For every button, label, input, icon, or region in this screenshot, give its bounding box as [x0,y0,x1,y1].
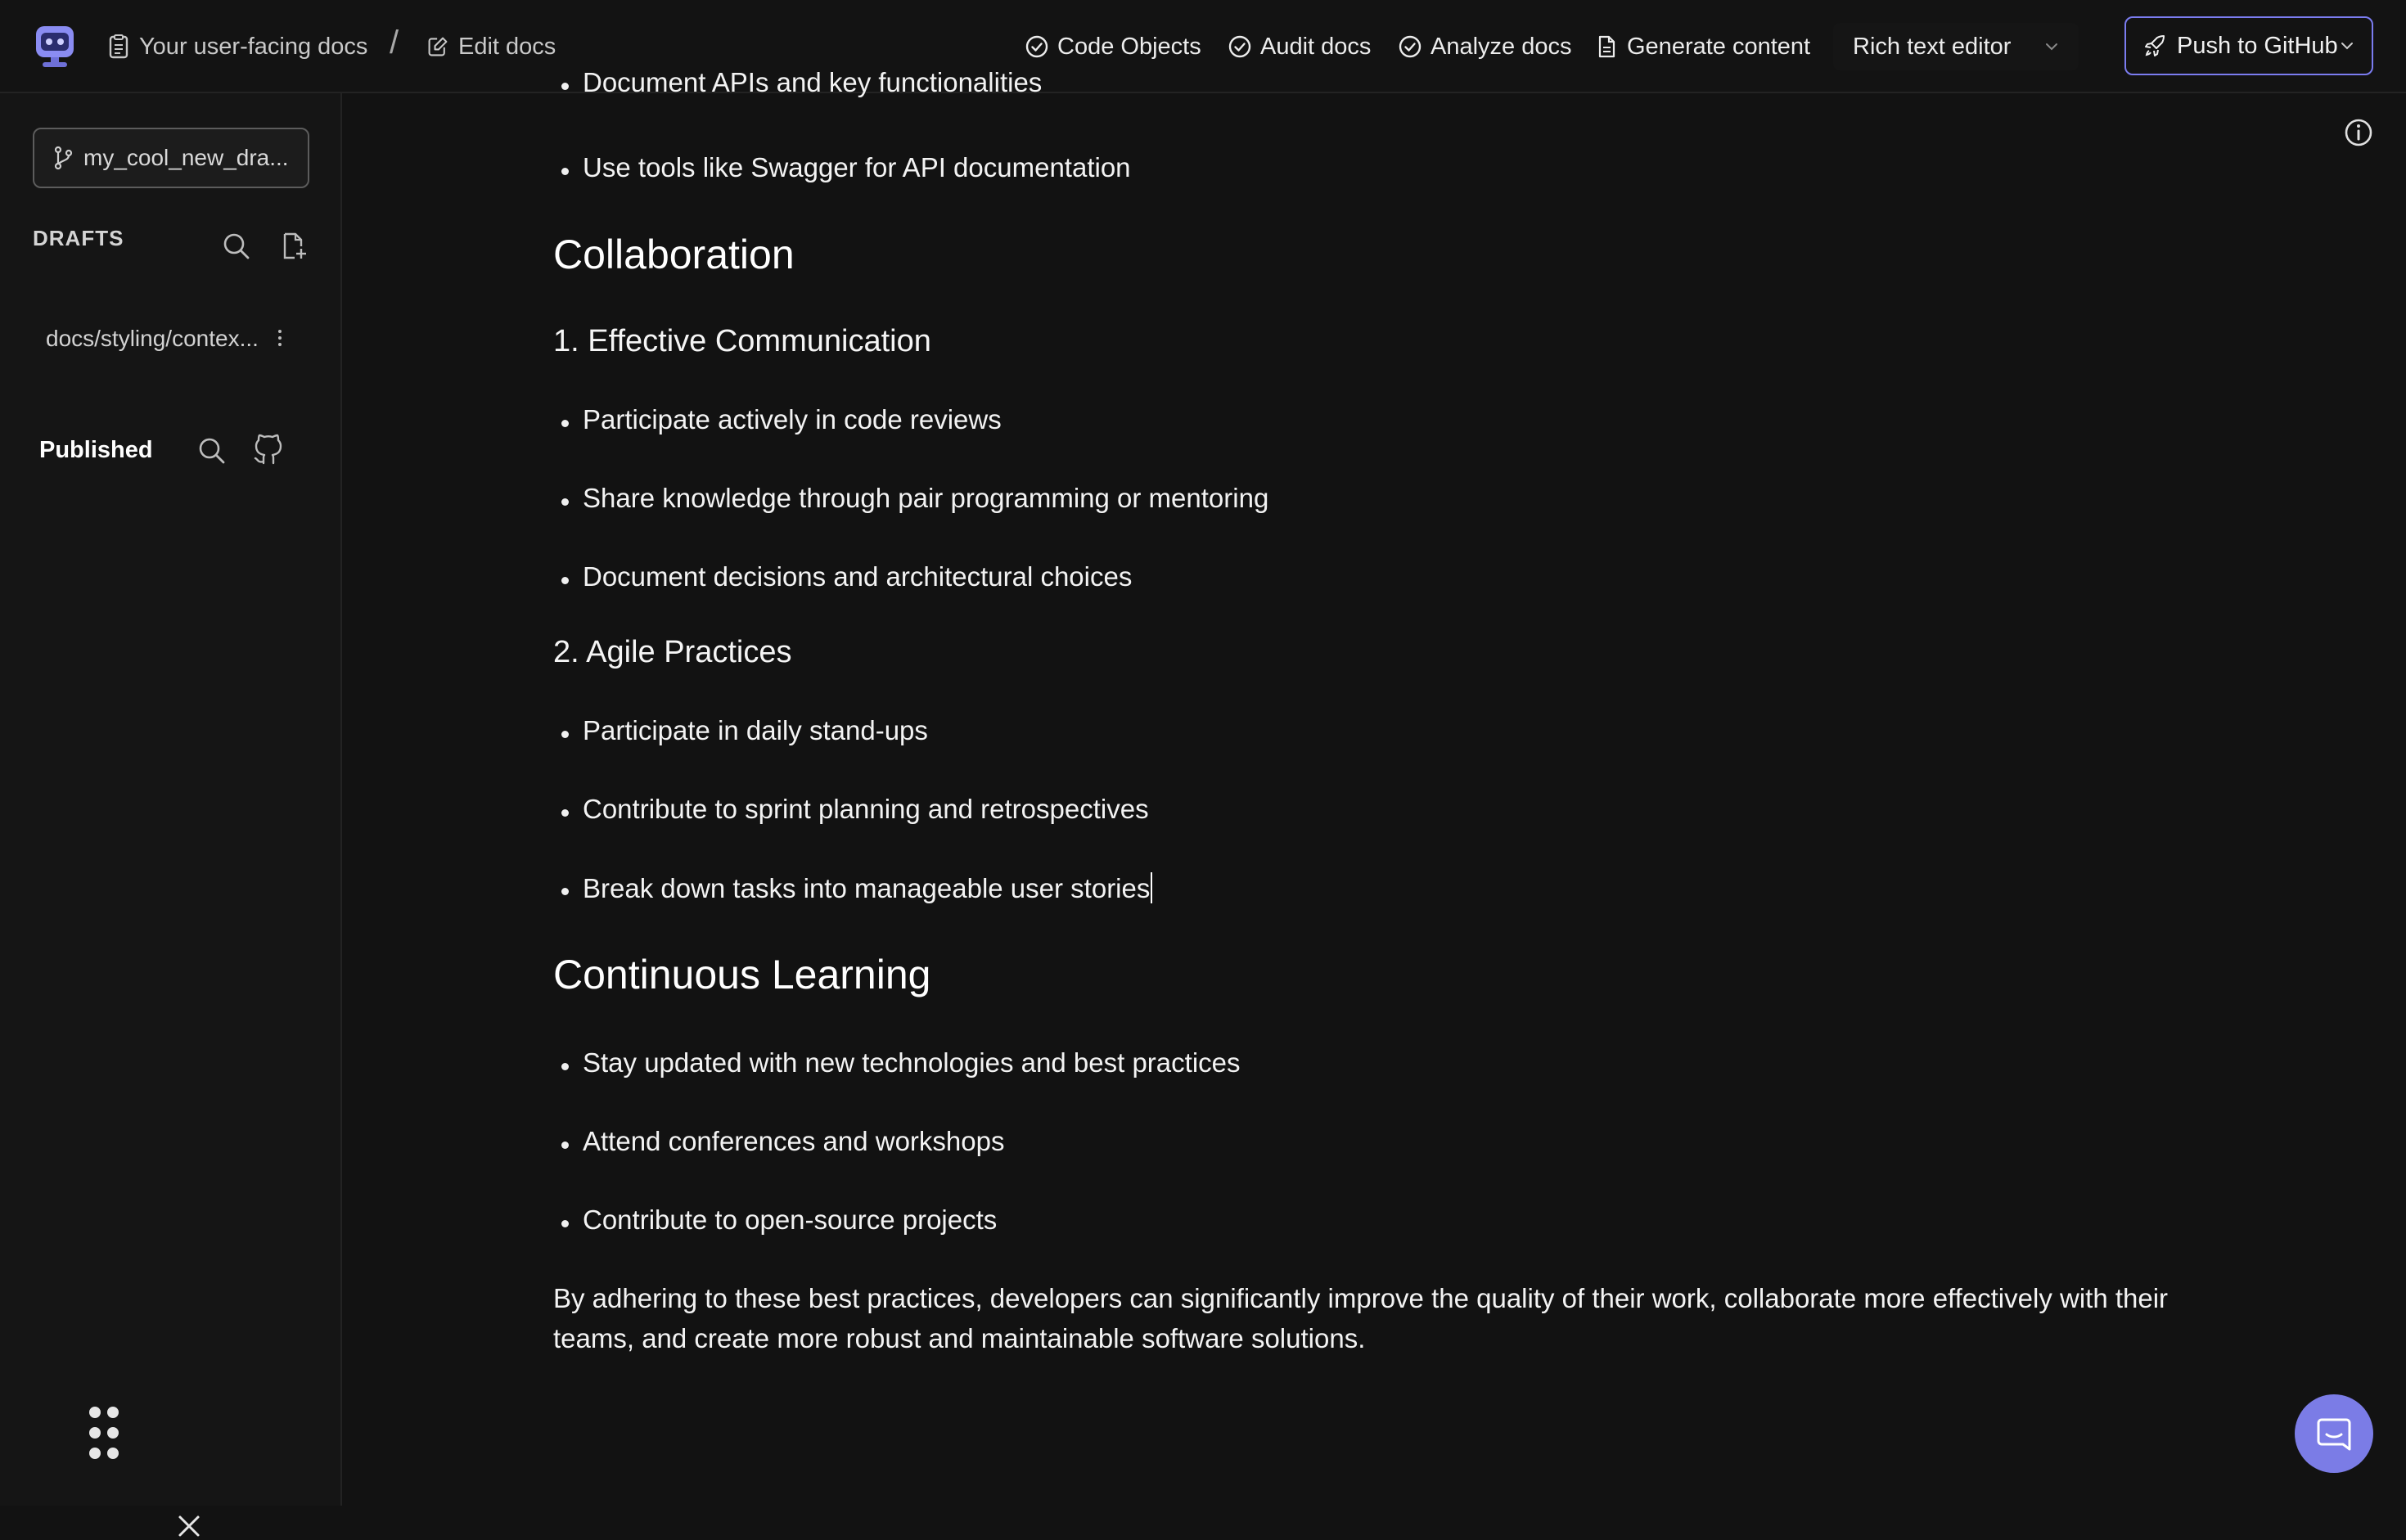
file-icon [1594,34,1619,59]
audit-docs-button[interactable] [1228,29,1371,64]
close-icon[interactable] [175,1512,203,1540]
chevron-down-icon [2043,38,2061,56]
bullet-item: Participate actively in code reviews [583,404,1002,435]
git-branch-icon [52,146,74,170]
github-icon[interactable] [252,434,285,466]
top-bar [0,0,2406,93]
edit-icon [427,34,448,59]
chat-icon [2315,1415,2353,1452]
analyze-docs-label: Analyze docs [1431,33,1572,60]
search-icon[interactable] [196,435,228,466]
app-logo-icon[interactable] [31,23,79,70]
info-icon[interactable] [2342,116,2375,149]
check-circle-icon [1398,34,1422,59]
breadcrumb-docs-label: Your user-facing docs [139,33,368,60]
draft-item-label: docs/styling/contex... [46,326,259,351]
bullet-item: Participate in daily stand-ups [583,715,928,745]
push-to-github-label: Push to GitHub [2177,32,2338,59]
sidebar [0,93,342,1506]
editor-mode-value: Rich text editor [1853,33,2012,60]
breadcrumb-separator: / [390,25,399,61]
closing-paragraph: By adhering to these best practices, developers can significantly improve the quality of their work, collaborate more effectively with their teams, and create more robust and maintainable software solutions. [553,1283,2169,1353]
breadcrumb-edit[interactable] [427,29,556,64]
drafts-heading: DRAFTS [33,226,124,250]
bullet-item: Attend conferences and workshops [583,1126,1005,1156]
audit-docs-label: Audit docs [1260,33,1372,60]
analyze-docs-button[interactable] [1398,29,1572,64]
rocket-icon [2144,34,2167,57]
bullet-item-text: Break down tasks into manageable user stories [583,873,1151,903]
generate-content-button[interactable] [1594,29,1810,64]
breadcrumb-edit-label: Edit docs [458,33,556,60]
push-to-github-button[interactable] [2124,16,2373,75]
new-file-icon[interactable] [278,231,309,262]
editor-mode-select[interactable] [1833,23,2079,70]
search-icon[interactable] [221,231,252,262]
bullet-item: Contribute to open-source projects [583,1205,998,1235]
published-heading: Published [39,437,153,463]
code-objects-button[interactable] [1025,29,1201,64]
breadcrumb-docs[interactable] [108,29,367,64]
draft-item[interactable] [33,314,311,363]
heading-effective-communication: 1. Effective Communication [553,324,931,358]
heading-collaboration: Collaboration [553,232,795,277]
editor-content[interactable] [344,67,2406,1506]
bullet-item [583,872,1152,904]
code-objects-label: Code Objects [1057,33,1201,60]
bullet-item: Document APIs and key functionalities [583,67,1043,97]
check-circle-icon [1228,34,1252,59]
bullet-item: Contribute to sprint planning and retrospectives [583,794,1149,824]
branch-name: my_cool_new_dra... [83,145,289,170]
heading-continuous-learning: Continuous Learning [553,952,931,997]
heading-agile-practices: 2. Agile Practices [553,635,792,669]
text-cursor [1151,872,1152,903]
drag-handle-icon[interactable] [87,1404,121,1461]
document-icon [108,34,129,59]
bullet-item: Use tools like Swagger for API documentation [583,152,1131,182]
check-circle-icon [1025,34,1049,59]
kebab-icon[interactable] [277,326,283,350]
bullet-item: Document decisions and architectural choices [583,561,1133,592]
bullet-item: Stay updated with new technologies and best practices [583,1047,1241,1078]
bullet-item: Share knowledge through pair programming or mentoring [583,483,1269,513]
generate-content-label: Generate content [1627,33,1811,60]
chevron-down-icon [2339,38,2355,54]
chat-launcher-button[interactable] [2295,1394,2373,1473]
branch-selector[interactable] [33,128,309,188]
